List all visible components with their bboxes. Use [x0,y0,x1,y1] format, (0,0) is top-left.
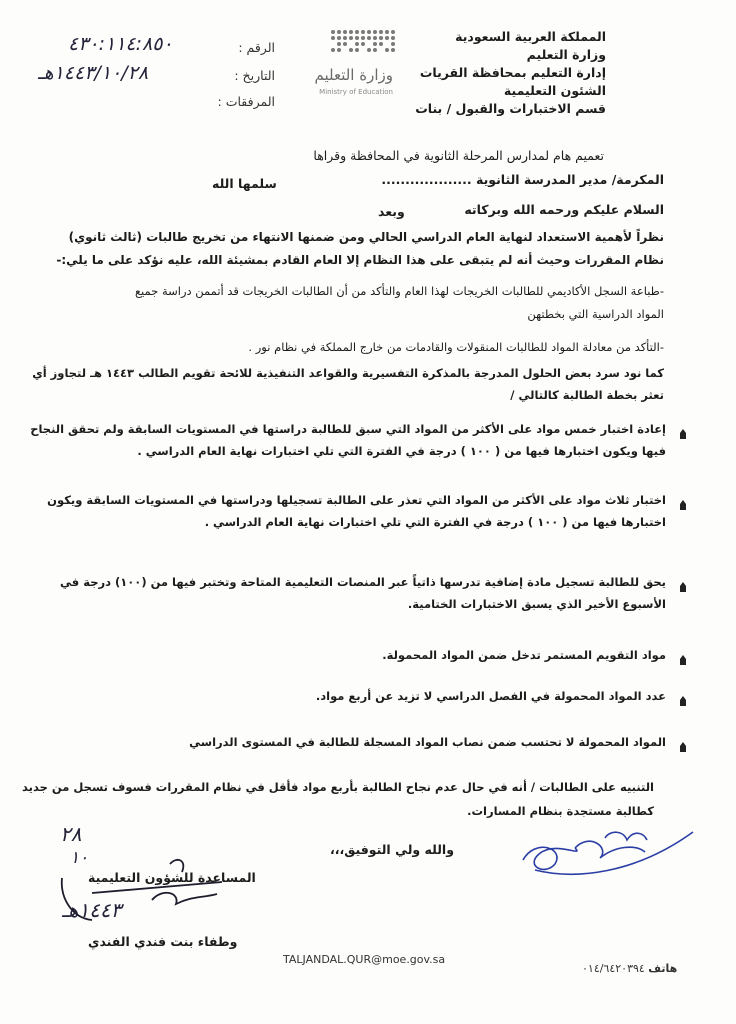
bullet-item-5 [56,689,666,703]
logo-dot [361,30,365,34]
logo-dot [337,48,341,52]
logo-dot [355,30,359,34]
handwritten-month: ١٠ [70,848,89,868]
kingdom-name: المملكة العربية السعودية [455,29,606,44]
bullet-1-line-2: فيها ويكون اختبارها فيها من ( ١٠٠ ) درجة في الفترة التي تلي اختبارات نهاية العام الدراسي . [137,444,666,458]
logo-dot [343,36,347,40]
recipient-line: المكرمة/ مدير المدرسة الثانوية ................... [381,172,664,187]
bullet-2-line-1: اختبار ثلاث مواد على الأكثر من المواد التي تعذر على الطالبة تسجيلها ودراستها في المستويات السابقة ويكون [47,493,666,507]
bullet-1-line-1: إعادة اختبار خمس مواد على الأكثر من المواد التي سبق للطالبة دراستها في المستويات السابقة ولم تحقق النجاح [30,422,666,436]
logo-dot [379,36,383,40]
paragraph-1-line-1: نظراً لأهمية الاستعداد لنهاية العام الدراسي الحالي ومن ضمنها الانتهاء من تخريج طالبات (ثالث ثانوي) [68,230,664,244]
logo-dot [361,42,365,46]
logo-dot [391,42,395,46]
paragraph-2-line-1: كما نود سرد بعض الحلول المدرجة بالمذكرة التفسيرية والقواعد التنفيذية للائحة تقويم الطالب ١٤٤٣ هـ لتجاوز أي [32,366,664,380]
logo-dot [367,36,371,40]
logo-dot [337,36,341,40]
pointer-bullet-icon [678,738,688,750]
logo-text: وزارة التعليم [314,66,393,84]
bullet-4-line-1: مواد التقويم المستمر تدخل ضمن المواد المحمولة. [382,648,666,662]
bullet-item-2 [47,493,666,529]
ministry-name: وزارة التعليم [526,47,606,62]
signer-title: المساعدة للشؤون التعليمية [88,870,256,885]
logo-dot [355,48,359,52]
bullet-item-6 [56,735,666,749]
pointer-bullet-icon [678,692,688,704]
handwritten-year: ١٤٤٣هـ [62,898,122,922]
bullet-3-line-2: الأسبوع الأخير الذي يسبق الاختبارات الختامية. [407,597,666,611]
logo-dot [331,48,335,52]
logo-dot [361,36,365,40]
item-2: -التأكد من معادلة المواد للطالبات المنقولات والقادمات من خارج المملكة في نظام نور . [248,340,664,354]
logo-dot [385,36,389,40]
logo-dot [355,36,359,40]
note-line-1: التنبيه على الطالبات / أنه في حال عدم نجاح الطالبة بأربع مواد فأقل في نظام المقررات فسوف تسجل من جديد [22,780,654,794]
logo-dot [331,30,335,34]
logo-dot [337,30,341,34]
logo-dot [331,36,335,40]
signer-name: وطفاء بنت فندي الفندي [88,934,238,949]
pointer-bullet-icon [678,578,688,590]
logo-dot [367,48,371,52]
bullet-6-line-1: المواد المحمولة لا تحتسب ضمن نصاب المواد المسجلة للطالبة في المستوى الدراسي [189,735,666,749]
logo-dot [391,30,395,34]
regards-line: سلمها الله [212,176,277,191]
logo-subtext: Ministry of Education [319,88,393,96]
logo-dot [349,36,353,40]
letterhead [415,28,606,118]
logo-dot [391,48,395,52]
letter-subject: تعميم هام لمدارس المرحلة الثانوية في المحافظة وقراها [313,148,604,163]
note-line-2: كطالبة مستجدة بنظام المسارات. [467,804,654,818]
directorate-name: إدارة التعليم بمحافظة القريات [419,65,606,80]
pointer-bullet-icon [678,496,688,508]
department-name: قسم الاختبارات والقبول / بنات [415,101,606,116]
logo-dot [343,30,347,34]
logo-dot [379,30,383,34]
pointer-bullet-icon [678,425,688,437]
date-label: التاريخ : [234,68,275,83]
bullet-2-line-2: اختبارها فيها من ( ١٠٠ ) درجة في الفترة التي تلي اختبارات نهاية العام الدراسي . [204,515,666,529]
paragraph-1-line-2: نظام المقررات وحيث أنه لم يتبقى على هذا النظام إلا العام القادم بمشيئة الله، عليه نؤكد على ما يلي:- [56,253,664,267]
logo-dot [343,42,347,46]
number-label: الرقم : [238,40,275,55]
logo-dot [391,36,395,40]
logo-dot [379,42,383,46]
logo-dot [373,48,377,52]
footer-phone [582,962,677,975]
closing-line: والله ولي التوفيق،،، [330,842,454,857]
bullet-3-line-1: يحق للطالبة تسجيل مادة إضافية تدرسها ذاتياً عبر المنصات التعليمية المتاحة وتختبر فيها من (١٠٠) درجة في [60,575,666,589]
footer-email[interactable]: TALJANDAL.QUR@moe.gov.sa [283,953,446,966]
handwritten-day: ٢٨ [60,822,82,846]
after-greeting: وبعد [378,204,405,219]
phone-value: ٠١٤/٦٤٢٠٣٩٤ [582,962,645,975]
logo-dot [367,30,371,34]
blue-signature-icon [515,818,705,880]
logo-dot [385,48,389,52]
item-1-line-1: -طباعة السجل الأكاديمي للطالبات الخريجات لهذا العام والتأكد من أن الطالبات الخريجات قد أتممن دراسة جميع [134,284,664,298]
attachments-label: المرفقات : [217,94,275,109]
logo-dot [373,36,377,40]
logo-dot [337,42,341,46]
greeting-line: السلام عليكم ورحمه الله وبركاته [464,202,664,217]
item-1-line-2: المواد الدراسية التي بخطتهن [527,307,664,321]
number-value: ٤٣٠:١١٤:٨٥٠ [68,33,173,55]
bullet-item-1 [30,422,666,458]
logo-dot [373,42,377,46]
logo-dot [385,30,389,34]
bullet-item-3 [56,575,666,611]
bullet-item-4 [56,648,666,662]
logo-dots-icon [331,30,395,56]
affairs-name: الشئون التعليمية [503,83,606,98]
pointer-bullet-icon [678,651,688,663]
logo-dot [349,30,353,34]
paragraph-2-line-2: تعثر بخطة الطالبة كالتالي / [510,388,664,402]
logo-dot [355,42,359,46]
logo-dot [373,30,377,34]
ministry-logo [285,30,395,100]
phone-label: هاتف [648,962,678,975]
bullet-5-line-1: عدد المواد المحمولة في الفصل الدراسي لا تزيد عن أربع مواد. [315,689,666,703]
date-value: ١٤٤٣/١٠/٢٨هـ [38,62,149,84]
logo-dot [349,48,353,52]
